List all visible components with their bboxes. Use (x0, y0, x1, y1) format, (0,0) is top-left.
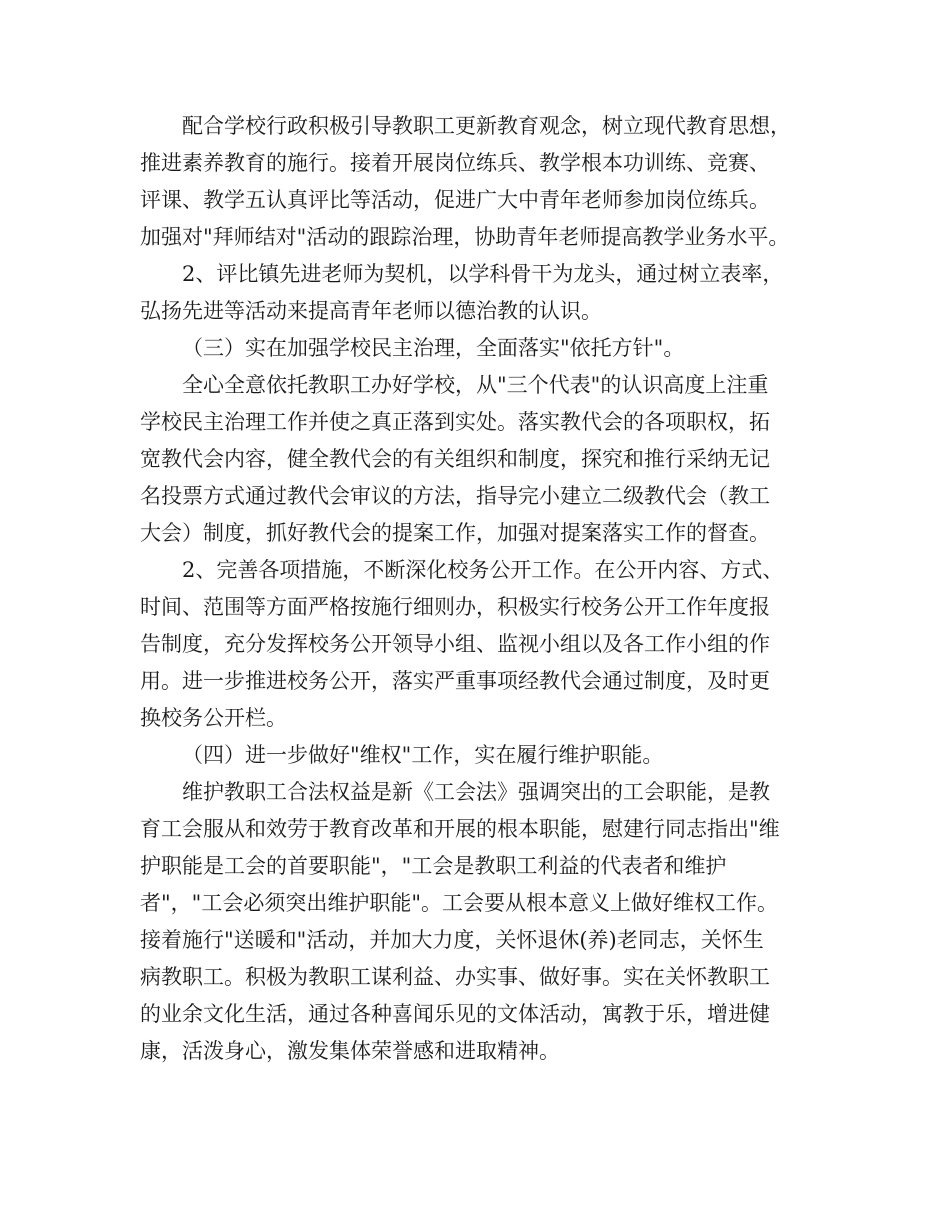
text-line: 时间、范围等方面严格按施行细则办，积极实行校务公开工作年度报 (140, 595, 770, 619)
text-line: 育工会服从和效劳于教育改革和开展的根本职能，慰建行同志指出"维 (140, 817, 780, 841)
text-line: 维护教职工合法权益是新《工会法》强调突出的工会职能，是教 (182, 780, 770, 804)
text-line: 配合学校行政积极引导教职工更新教育观念，树立现代教育思想， (182, 114, 791, 138)
text-line: 加强对"拜师结对"活动的跟踪治理，协助青年老师提高教学业务水平。 (140, 225, 790, 249)
text-line: 2、完善各项措施，不断深化校务公开工作。在公开内容、方式、 (182, 558, 784, 582)
text-line: 用。进一步推进校务公开，落实严重事项经教代会通过制度，及时更 (140, 669, 770, 693)
text-line: 康，活泼身心，激发集体荣誉感和进取精神。 (140, 1039, 560, 1063)
section-heading: （四）进一步做好"维权"工作，实在履行维护职能。 (182, 743, 664, 767)
text-line: 接着施行"送暖和"活动，并加大力度，关怀退休(养)老同志，关怀生 (140, 928, 764, 952)
text-line: 学校民主治理工作并使之真正落到实处。落实教代会的各项职权，拓 (140, 410, 770, 434)
text-line: 告制度，充分发挥校务公开领导小组、监视小组以及各工作小组的作 (140, 632, 770, 656)
text-line: 大会）制度，抓好教代会的提案工作，加强对提案落实工作的督查。 (140, 521, 770, 545)
section-heading: （三）实在加强学校民主治理，全面落实"依托方针"。 (182, 336, 685, 360)
text-line: 2、评比镇先进老师为契机，以学科骨干为龙头，通过树立表率， (182, 262, 784, 286)
text-line: 护职能是工会的首要职能"，"工会是教职工利益的代表者和维护 (140, 854, 727, 878)
text-line: 全心全意依托教职工办好学校，从"三个代表"的认识高度上注重 (182, 373, 769, 397)
text-line: 者"，"工会必须突出维护职能"。工会要从根本意义上做好维权工作。 (140, 891, 778, 915)
text-line: 病教职工。积极为教职工谋利益、办实事、做好事。实在关怀教职工 (140, 965, 770, 989)
text-line: 宽教代会内容，健全教代会的有关组织和制度，探究和推行采纳无记 (140, 447, 770, 471)
text-line: 评课、教学五认真评比等活动，促进广大中青年老师参加岗位练兵。 (140, 188, 770, 212)
text-line: 名投票方式通过教代会审议的方法，指导完小建立二级教代会（教工 (140, 484, 770, 508)
text-line: 弘扬先进等活动来提高青年老师以德治教的认识。 (140, 299, 602, 323)
text-line: 的业余文化生活，通过各种喜闻乐见的文体活动，寓教于乐，增进健 (140, 1002, 770, 1026)
text-line: 换校务公开栏。 (140, 706, 287, 730)
text-line: 推进素养教育的施行。接着开展岗位练兵、教学根本功训练、竞赛、 (140, 151, 770, 175)
